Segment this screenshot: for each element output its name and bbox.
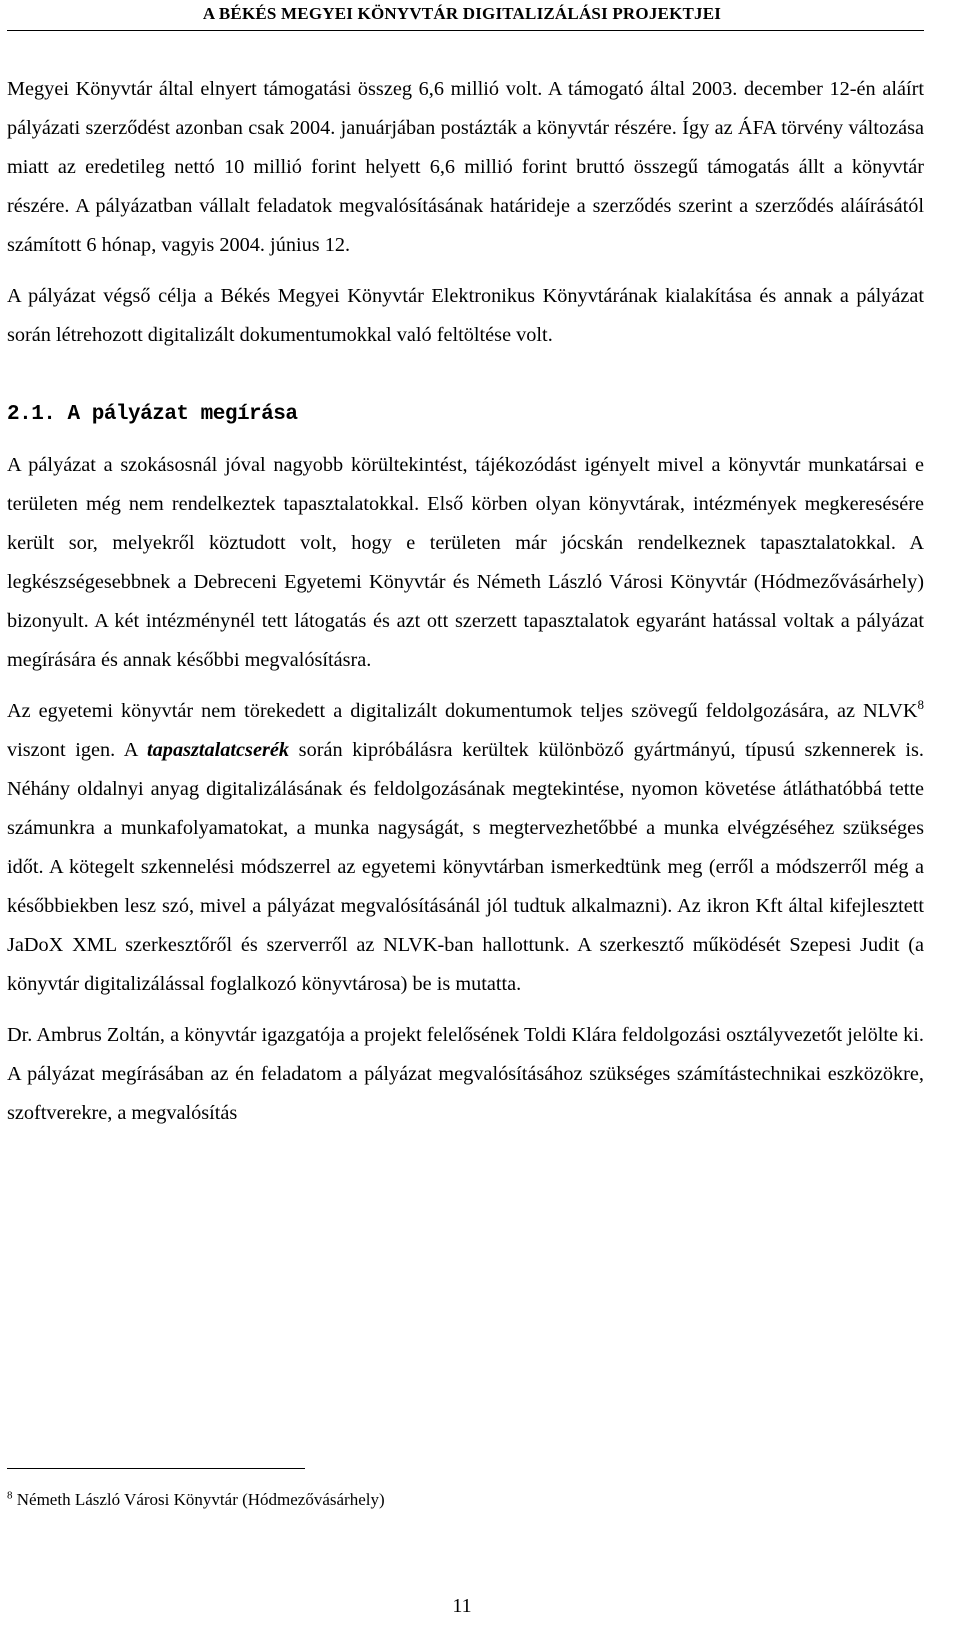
section-heading: 2.1. A pályázat megírása <box>7 403 298 426</box>
paragraph-4-part-b: viszont igen. A <box>7 739 148 761</box>
paragraph-4 <box>7 692 924 1004</box>
page-body <box>7 70 924 1133</box>
footnote-text: Németh László Városi Könyvtár (Hódmezővásárhely) <box>12 1490 385 1509</box>
paragraph-4-part-a: Az egyetemi könyvtár nem törekedett a digitalizált dokumentumok teljes szövegű feldolgozására, az NLVK <box>7 700 918 722</box>
paragraph-5: Dr. Ambrus Zoltán, a könyvtár igazgatója a projekt felelősének Toldi Klára feldolgozási osztályvezetőt jelölte ki. A pályázat megírásában az én feladatom a pályázat megvalósításához szükséges számítástechnikai eszközökre, szoftverekre, a megvalósítás <box>7 1024 924 1124</box>
header-rule <box>7 30 924 31</box>
page-number: 11 <box>452 1595 472 1617</box>
paragraph-1: Megyei Könyvtár által elnyert támogatási összeg 6,6 millió volt. A támogató által 2003. december 12-én aláírt pályázati szerződést azonban csak 2004. januárjában postázták a könyvtár részére. Így az ÁFA törvény változása miatt az eredetileg nettó 10 millió forint helyett 6,6 millió forint bruttó összegű támogatás állt a könyvtár részére. A pályázatban vállalt feladatok megvalósításának határideje a szerződés szerint a szerződés aláírásától számított 6 hónap, vagyis 2004. június 12. <box>7 78 924 256</box>
footnote-rule <box>7 1468 305 1469</box>
paragraph-2: A pályázat végső célja a Békés Megyei Könyvtár Elektronikus Könyvtárának kialakítása és annak a pályázat során létrehozott digitalizált dokumentumokkal való feltöltése volt. <box>7 285 924 346</box>
emphasized-term: tapasztalatcserék <box>147 739 289 761</box>
footnote-mark: 8 <box>7 1489 13 1502</box>
footnote-reference[interactable]: 8 <box>917 697 924 713</box>
footnote <box>7 1490 385 1510</box>
paragraph-3: A pályázat a szokásosnál jóval nagyobb körültekintést, tájékozódást igényelt mivel a könyvtár munkatársai e területen még nem rendelkeztek tapasztalatokkal. Első körben olyan könyvtárak, intézmények megkeresésére került sor, melyekről köztudott volt, hogy e területen már jócskán rendelkeznek tapasztalatokkal. A legkészségesebbnek a Debreceni Egyetemi Könyvtár és Németh László Városi Könyvtár (Hódmezővásárhely) bizonyult. A két intézménynél tett látogatás és azt ott szerzett tapasztalatok egyaránt hatással voltak a pályázat megírására és annak későbbi megvalósításra. <box>7 454 924 671</box>
paragraph-4-part-c: során kipróbálásra kerültek különböző gyártmányú, típusú szkennerek is. Néhány oldalnyi anyag digitalizálásának és feldolgozásának megtekintése, nyomon követése átláthatóbbá tette számunkra a munkafolyamatokat, a munka nagyságát, s megtervezhetőbbé a munka elvégzéséhez szükséges időt. A kötegelt szkennelési módszerrel az egyetemi könyvtárban ismerkedtünk meg (erről a módszerről még a későbbiekben lesz szó, mivel a pályázat megvalósításánál jól tudtuk alkalmazni). Az ikron Kft által kifejlesztett JaDoX XML szerkesztőről és szerverről az NLVK-ban hallottunk. A szerkesztő működését Szepesi Judit (a könyvtár digitalizálással foglalkozó könyvtárosa) be is mutatta. <box>7 739 925 995</box>
running-header: A BÉKÉS MEGYEI KÖNYVTÁR DIGITALIZÁLÁSI PROJEKTJEI <box>202 4 722 23</box>
